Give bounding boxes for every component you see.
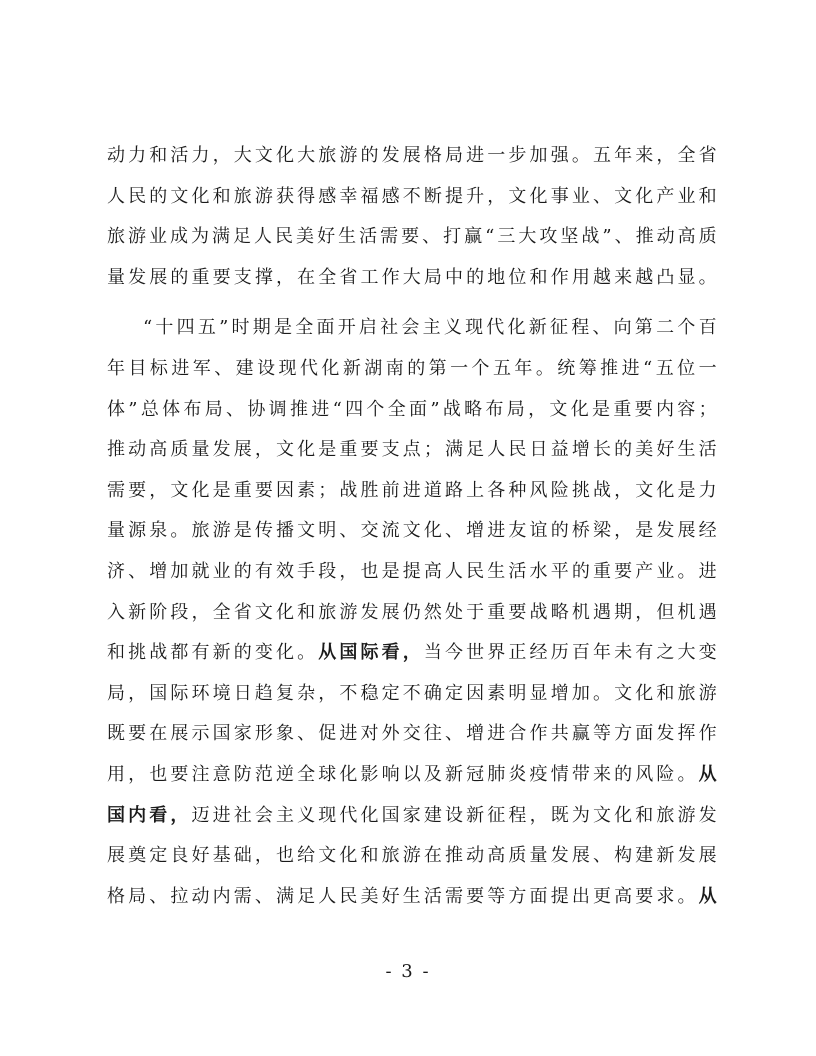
bold-phrase-domestic-start: 从 [698, 763, 717, 785]
text-line: 旅游业成为满足人民美好生活需要、打赢“三大攻坚战”、推动高质 [107, 226, 717, 248]
text-segment: 格局、拉动内需、满足人民美好生活需要等方面提出更高要求。 [107, 885, 699, 907]
text-line: “十四五”时期是全面开启社会主义现代化新征程、向第二个百 [143, 317, 717, 339]
text-line [107, 877, 717, 918]
text-line: 人民的文化和旅游获得感幸福感不断提升，文化事业、文化产业和 [107, 185, 717, 207]
text-segment: 当今世界正经历百年未有之大变 [423, 642, 717, 664]
text-line: 济、增加就业的有效手段，也是提高人民生活水平的重要产业。进 [107, 560, 717, 582]
text-line [107, 633, 717, 674]
text-line: 需要，文化是重要因素；战胜前进道路上各种风险挑战，文化是力 [107, 479, 717, 501]
text-segment: 迈进社会主义现代化国家建设新征程，既为文化和旅游发 [191, 804, 717, 826]
text-line: 动力和活力，大文化大旅游的发展格局进一步加强。五年来，全省 [107, 145, 717, 166]
page-number: - 3 - [385, 961, 431, 982]
text-line: 体”总体布局、协调推进“四个全面”战略布局，文化是重要内容； [107, 398, 717, 420]
bold-phrase-international: 从国际看， [318, 642, 424, 664]
text-line: 展奠定良好基础，也给文化和旅游在推动高质量发展、构建新发展 [107, 845, 717, 867]
text-line: 局，国际环境日趋复杂，不稳定不确定因素明显增加。文化和旅游 [107, 682, 717, 704]
text-line: 入新阶段，全省文化和旅游发展仍然处于重要战略机遇期，但机遇 [107, 601, 717, 623]
text-line: 年目标进军、建设现代化新湖南的第一个五年。统筹推进“五位一 [107, 357, 717, 379]
text-line: 量源泉。旅游是传播文明、交流文化、增进友谊的桥梁，是发展经 [107, 520, 717, 542]
text-segment: 和挑战都有新的变化。 [107, 642, 319, 664]
bold-phrase-domestic: 国内看， [107, 804, 192, 826]
text-line: 量发展的重要支撑，在全省工作大局中的地位和作用越来越凸显。 [107, 266, 717, 288]
paragraph-spacer [107, 298, 717, 308]
text-line: 推动高质量发展，文化是重要支点；满足人民日益增长的美好生活 [107, 439, 717, 461]
bold-phrase-next-start: 从 [698, 885, 717, 907]
body-text [107, 136, 717, 917]
text-line: 既要在展示国家形象、促进对外交往、增进合作共赢等方面发挥作 [107, 723, 717, 745]
text-line [107, 796, 717, 837]
text-segment: 用，也要注意防范逆全球化影响以及新冠肺炎疫情带来的风险。 [107, 763, 699, 785]
text-line [107, 755, 717, 796]
